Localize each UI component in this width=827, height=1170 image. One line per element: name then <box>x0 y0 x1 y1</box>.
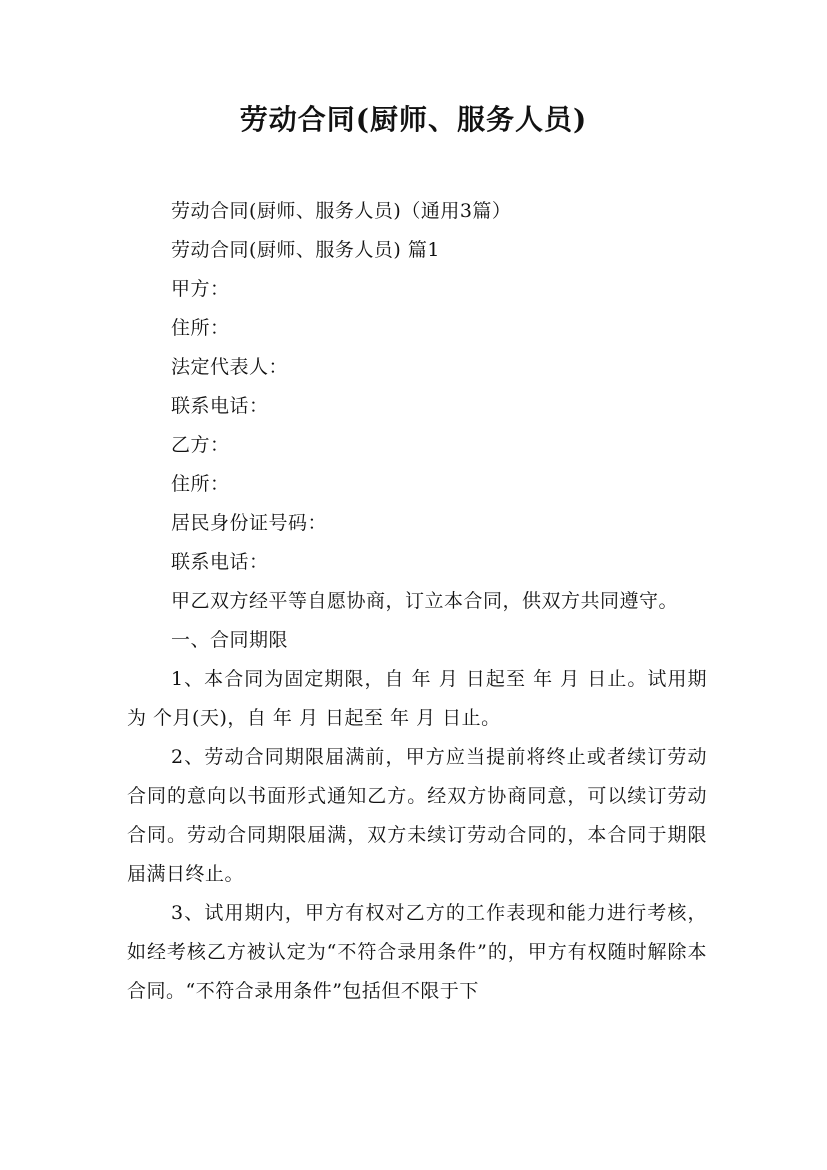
field-legal-representative: 法定代表人： <box>171 356 289 378</box>
field-id-number: 居民身份证号码： <box>171 512 328 534</box>
field-party-a-address: 住所： <box>171 317 230 339</box>
field-party-a-phone: 联系电话： <box>171 395 269 417</box>
section-heading-term: 一、合同期限 <box>171 629 289 651</box>
field-party-b-phone: 联系电话： <box>171 551 269 573</box>
field-party-a: 甲方： <box>171 278 230 300</box>
paragraph-part-heading: 劳动合同(厨师、服务人员) 篇1 <box>171 239 440 261</box>
paragraph-subtitle: 劳动合同(厨师、服务人员)（通用3篇） <box>171 200 512 222</box>
clause-1: 1、本合同为固定期限，自 年 月 日起至 年 月 日止。试用期为 个月(天)，自 年 月 日起至 年 月 日止。 <box>127 668 707 729</box>
paragraph-agreement: 甲乙双方经平等自愿协商，订立本合同，供双方共同遵守。 <box>171 590 679 612</box>
field-party-b-address: 住所： <box>171 473 230 495</box>
clause-2: 2、劳动合同期限届满前，甲方应当提前将终止或者续订劳动合同的意向以书面形式通知乙方。经双方协商同意，可以续订劳动合同。劳动合同期限届满，双方未续订劳动合同的，本合同于期限届满日终止。 <box>127 746 707 885</box>
clause-3: 3、试用期内，甲方有权对乙方的工作表现和能力进行考核，如经考核乙方被认定为“不符合录用条件”的，甲方有权随时解除本合同。“不符合录用条件”包括但不限于下 <box>127 902 707 1002</box>
document-title: 劳动合同(厨师、服务人员) <box>239 103 588 136</box>
field-party-b: 乙方： <box>171 434 230 456</box>
document-body <box>127 192 707 1011</box>
